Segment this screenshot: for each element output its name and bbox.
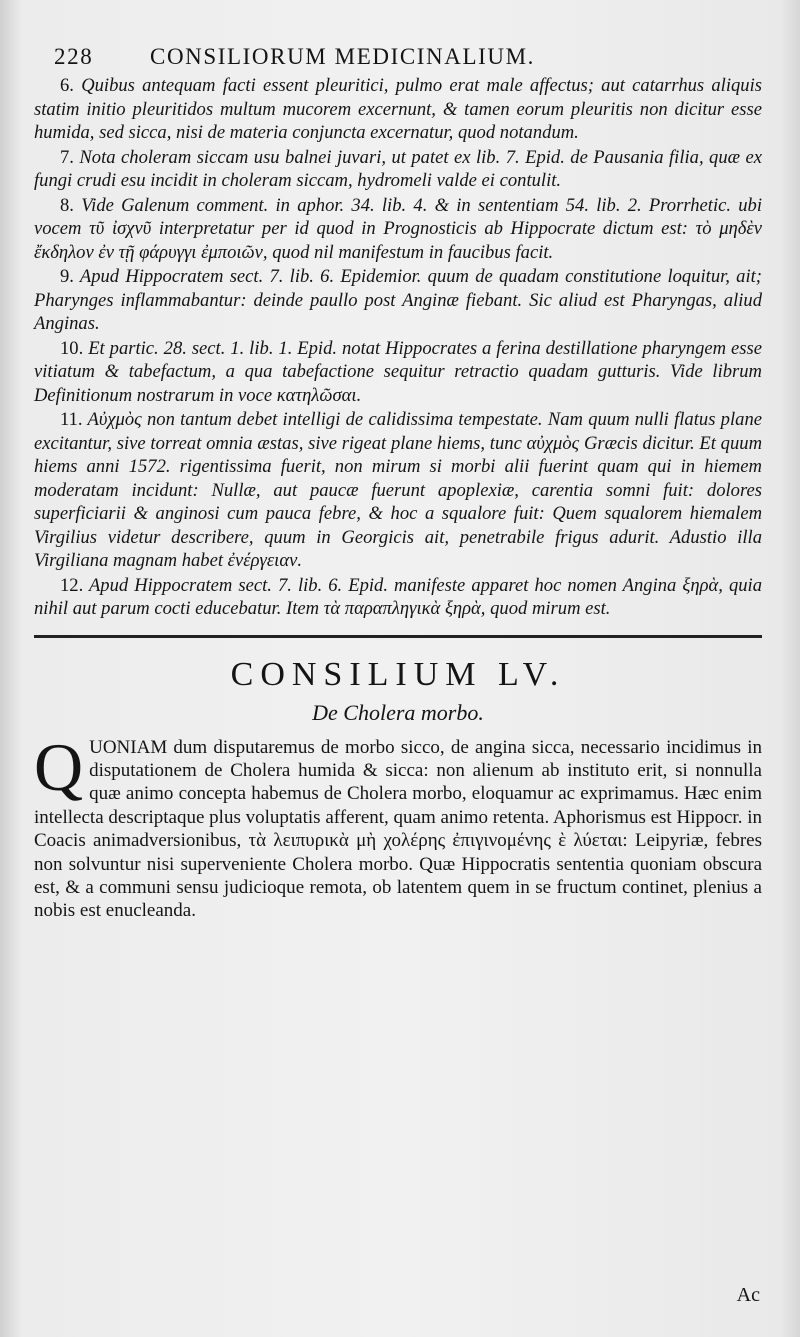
annotation-text: Apud Hippocratem sect. 7. lib. 6. Epid. manifeste apparet hoc nomen Angina ξηρὰ, quia nihil aut parum cocti educebatur. Item τὰ παραπληγικὰ ξηρὰ, quod mirum est.: [34, 574, 762, 619]
running-title: CONSILIORUM MEDICINALIUM.: [150, 44, 535, 69]
annotation-number: 12.: [60, 574, 84, 596]
annotation-12: [34, 574, 762, 621]
annotation-number: 9.: [60, 266, 74, 287]
annotation-number: 10.: [60, 337, 84, 359]
page-number: 228: [54, 44, 94, 69]
consilium-body: [34, 728, 762, 923]
annotation-text: Vide Galenum comment. in aphor. 34. lib. 4. & in sententiam 54. lib. 2. Prorrhetic. ubi vocem τῦ ἰσχνῦ interpretatur per id quod in Prognosticis ab Hippocrate dictum est: τὸ μηδὲν ἔκδηλον ἐν τῇ φάρυγγι ἐμποιῶν, quod nil manifestum in faucibus facit.: [34, 194, 762, 263]
annotations: [34, 74, 762, 621]
annotation-text: Et partic. 28. sect. 1. lib. 1. Epid. notat Hippocrates a ferina destillatione pharyngem esse vitiatum & tabefactum, a qua tabefactione sequitur retractio quadam gutturis. Vide librum Definitionum nostrarum in voce κατηλῶσαι.: [34, 337, 762, 406]
annotation-7: [34, 146, 762, 193]
annotation-text: Apud Hippocratem sect. 7. lib. 6. Epidemior. quum de quadam constitutione loquitur, ait; Pharynges inflammabantur: deinde paullo post Anginæ fiebant. Sic aliud est Pharyngas, aliud Anginas.: [34, 266, 763, 334]
annotation-text: Quibus antequam facti essent pleuritici, pulmo erat male affectus; aut catarrhus aliquis statim initio pleuritidos multum mucorem excernunt, & tamen eorum pleuritis non dicitur esse humida, sed sicca, nisi de materia conjuncta excernatur, quod notandum.: [34, 75, 762, 143]
body-paragraph: [34, 728, 762, 923]
annotation-9: [34, 265, 762, 336]
annotation-10: [34, 337, 762, 408]
annotation-number: 6.: [60, 75, 74, 96]
annotation-6: [34, 74, 762, 145]
annotation-8: [34, 194, 762, 265]
consilium-title: CONSILIUM LV.: [230, 655, 566, 693]
catchword: Ac: [736, 1284, 760, 1306]
annotation-11: [34, 408, 762, 573]
annotation-number: 8.: [60, 194, 74, 216]
consilium-subtitle: De Cholera morbo.: [312, 699, 484, 725]
annotation-number: 7.: [60, 146, 74, 168]
annotation-text: Nota choleram siccam usu balnei juvari, ut patet ex lib. 7. Epid. de Pausania filia, quæ ex fungi crudi esu incidit in choleram siccam, hydromeli valde ei contulit.: [34, 146, 762, 191]
body-paragraph-text: UONIAM dum disputaremus de morbo sicco, de angina sicca, necessario incidimus in disputationem de Cholera humida & sicca: non alienum ab instituto erit, si nonnulla quæ animo concepta habemus de Cholera morbo, eloquamur ac exprimamus. Hæc enim intellecta descriptaque plus voluptatis afferent, quam animo retenta. Aphorismus est Hippocr. in Coacis animadversionibus, τὰ λειπυρικὰ μὴ χολέρης ἐπιγινομένης ὲ λύεται: Leipyriæ, febres non solvuntur nisi superveniente Cholera morbo. Quæ Hippocratis sententia quoniam obscura est, & a communi sensu judicioque remota, ob latentem quem in se fructum continet, plenius a nobis est enucleanda.: [34, 736, 762, 922]
annotation-text: Αὐχμὸς non tantum debet intelligi de calidissima tempestate. Nam quum nulli flatus plane excitantur, sive torreat omnia æstas, sive rigeat plane hiems, tunc αὐχμὸς Græcis dicitur. Et quum hiems anni 1572. rigentissima fuerit, non mirum si morbi alii fuerint quam qui in hiemem moderatam incidunt: Nullæ, aut paucæ fuerunt apoplexiæ, carentia somni fuit: dolores superficiarii & anginosi cum pauca febre, & hoc a squalore fuit: Quem squalorem hiemalem Virgilius videtur describere, quum in Georgicis ait, penetrabile frigus adurit. Adustio illa Virgiliana magnam habet ἐνέργειαν.: [34, 409, 762, 571]
drop-cap: Q: [34, 728, 84, 805]
annotation-number: 11.: [60, 409, 83, 430]
section-divider: [34, 635, 762, 638]
running-head: [34, 44, 762, 70]
